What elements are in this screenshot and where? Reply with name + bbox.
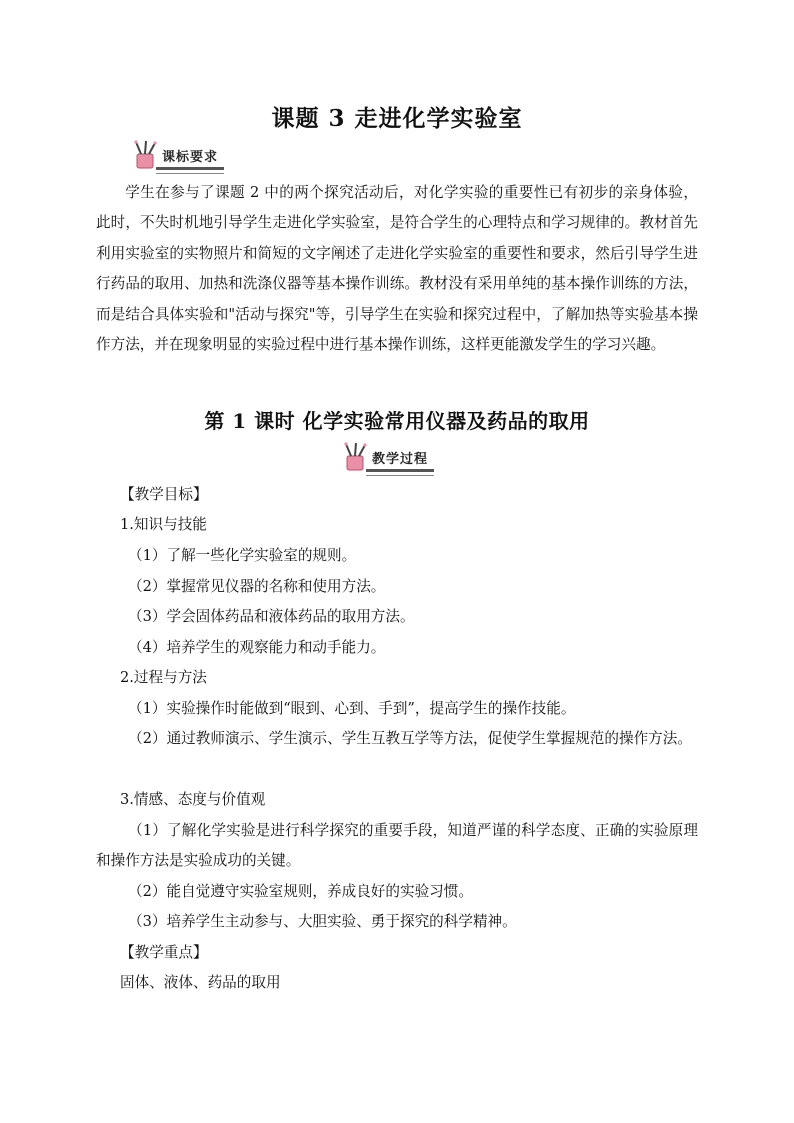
goal1-item: （3）学会固体药品和液体药品的取用方法。 [128,608,415,625]
section-heading-key-points: 【教学重点】 [120,944,208,961]
key-points-text: 固体、液体、药品的取用 [120,974,281,991]
goal1-item: （4）培养学生的观察能力和动手能力。 [128,639,386,656]
section-heading-goals: 【教学目标】 [120,486,208,503]
goal2-heading: 2.过程与方法 [120,669,207,686]
intro-paragraph: 学生在参与了课题 2 中的两个探究活动后，对化学实验的重要性已有初步的亲身体验，此时，不失时机地引导学生走进化学实验室，是符合学生的心理特点和学习规律的。教材首先利用实验室的实物照片和简短的文字阐述了走进化学实验室的重要性和要求，然后引导学生进行药品的取用、加热和洗涤仪器等基本操作训练。教材没有采用单纯的基本操作训练的方法，而是结合具体实验和"活动与探究"等，引导学生在实验和探究过程中，了解加热等实验基本操作方法，并在现象明显的实验过程中进行基本操作训练，这样更能激发学生的学习兴趣。 [96,184,698,354]
goal3-heading: 3.情感、态度与价值观 [120,791,266,808]
goal1-item: （1）了解一些化学实验室的规则。 [128,547,357,564]
goal3-item: （2）能自觉遵守实验室规则，养成良好的实验习惯。 [128,883,473,900]
goal1-item: （2）掌握常见仪器的名称和使用方法。 [128,578,386,595]
course-standard-badge [128,140,224,170]
goal3-item: （3）培养学生主动参与、大胆实验、勇于探究的科学精神。 [128,913,517,930]
badge-label: 教学过程 [366,448,434,472]
goal2-item: （1）实验操作时能做到“眼到、心到、手到”，提高学生的操作技能。 [128,700,576,717]
goal1-heading: 1.知识与技能 [120,516,207,533]
lesson-title: 第 1 课时 化学实验常用仪器及药品的取用 [204,409,590,433]
badge-label: 课标要求 [156,146,224,170]
teaching-process-badge [338,442,434,472]
goal3-item: （1）了解化学实验是进行科学探究的重要手段，知道严谨的科学态度、正确的实验原理和操作方法是实验成功的关键。 [96,822,698,870]
page-title: 课题 3 走进化学实验室 [271,105,523,132]
goal2-item: （2）通过教师演示、学生演示、学生互教互学等方法，促使学生掌握规范的操作方法。 [128,730,692,747]
